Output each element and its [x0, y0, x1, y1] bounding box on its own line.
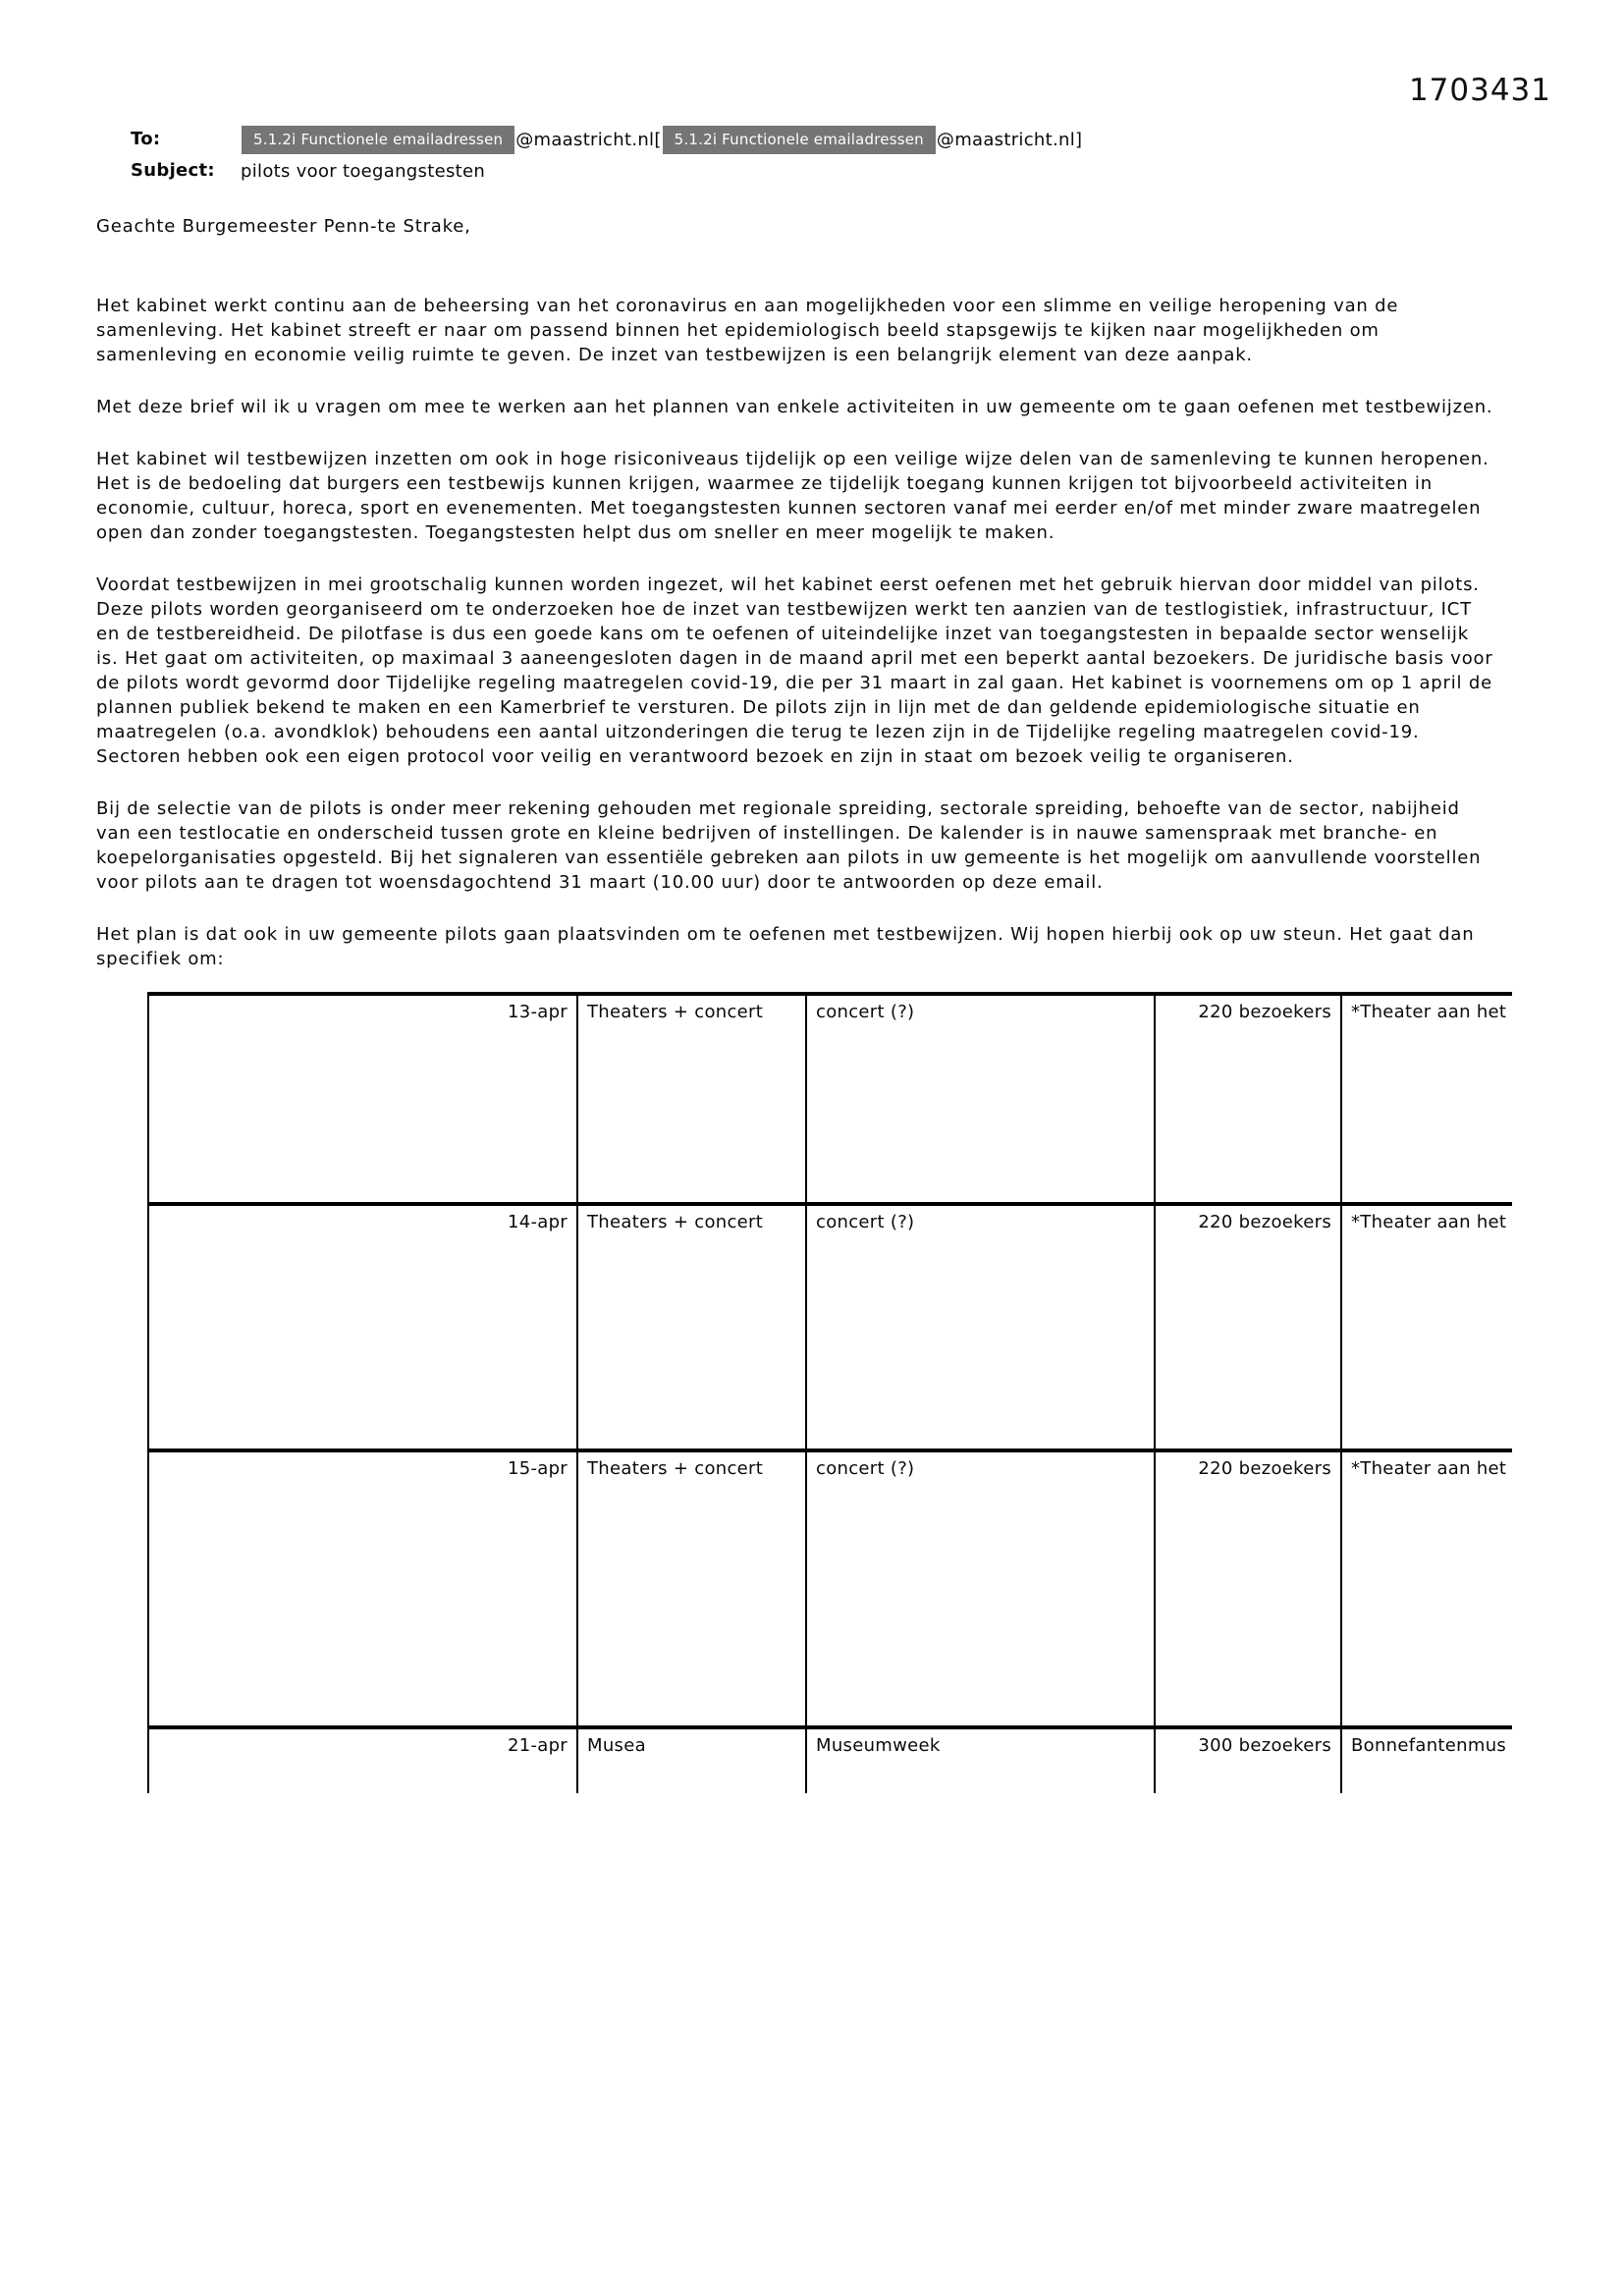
paragraph-2: Met deze brief wil ik u vragen om mee te werken aan het plannen van enkele activiteiten in uw gemeente om te gaan oefenen met testbewijzen.: [96, 397, 1493, 417]
email-header: [131, 125, 1082, 188]
letter-body: [96, 214, 1507, 1793]
redaction-box-2: 5.1.2i Functionele emailadressen: [663, 126, 936, 154]
paragraph-1: Het kabinet werkt continu aan de beheersing van het coronavirus en aan mogelijkheden voor een slimme en veilige heropening van de samenleving. Het kabinet streeft er naar om passend binnen het epidemiologisch beeld stapsgewijs te kijken naar mogelijkheden om samenleving en economie veilig ruimte te geven. De inzet van testbewijzen is een belangrijk element van deze aanpak.: [96, 296, 1399, 365]
table-row: [148, 1204, 1512, 1450]
table-cell-date: 14-apr: [148, 1204, 577, 1450]
table-cell-location: *Theater aan het: [1341, 1450, 1512, 1727]
table-row: [148, 1450, 1512, 1727]
table-cell-visitors: 220 bezoekers: [1155, 1450, 1341, 1727]
subject-label: Subject:: [131, 160, 215, 181]
table-cell-visitors: 220 bezoekers: [1155, 994, 1341, 1204]
table-cell-visitors: 220 bezoekers: [1155, 1204, 1341, 1450]
paragraph-5: Bij de selectie van de pilots is onder meer rekening gehouden met regionale spreiding, sectorale spreiding, behoefte van de sector, nabijheid van een testlocatie en onderscheid tussen grote en kleine bedrijven of instellingen. De kalender is in nauwe samenspraak met branche- en koepelorganisaties opgesteld. Bij het signaleren van essentiële gebreken aan pilots in uw gemeente is het mogelijk om aanvullende voorstellen voor pilots aan te dragen tot woensdagochtend 31 maart (10.00 uur) door te antwoorden op deze email.: [96, 798, 1482, 893]
document-number: 1703431: [1408, 73, 1551, 108]
table-cell-location: *Theater aan het: [1341, 994, 1512, 1204]
subject-value: pilots voor toegangstesten: [241, 160, 486, 182]
table-cell-event: concert (?): [806, 1450, 1155, 1727]
table-cell-sector: Theaters + concert: [577, 1204, 806, 1450]
paragraph-3: Het kabinet wil testbewijzen inzetten om ook in hoge risiconiveaus tijdelijk op een veilige wijze delen van de samenleving te kunnen heropenen. Het is de bedoeling dat burgers een testbewijs kunnen krijgen, waarmee ze tijdelijk toegang kunnen krijgen tot bijvoorbeeld activiteiten in economie, cultuur, horeca, sport en evenementen. Met toegangstesten kunnen sectoren vanaf mei eerder en/of met minder zware maatregelen open dan zonder toegangstesten. Toegangstesten helpt dus om sneller en meer mogelijk te maken.: [96, 449, 1489, 543]
table-cell-sector: Musea: [577, 1727, 806, 1793]
table-cell-date: 15-apr: [148, 1450, 577, 1727]
to-domain-1: @maastricht.nl[: [515, 129, 662, 150]
table-cell-sector: Theaters + concert: [577, 994, 806, 1204]
table-cell-event: concert (?): [806, 994, 1155, 1204]
table-cell-event: Museumweek: [806, 1727, 1155, 1793]
table-row: [148, 1727, 1512, 1793]
paragraph-6: Het plan is dat ook in uw gemeente pilots gaan plaatsvinden om te oefenen met testbewijzen. Wij hopen hierbij ook op uw steun. Het gaat dan specifiek om:: [96, 924, 1475, 969]
table-cell-date: 13-apr: [148, 994, 577, 1204]
table-cell-date: 21-apr: [148, 1727, 577, 1793]
to-value: [241, 126, 1082, 154]
to-row: [131, 125, 1082, 154]
table-cell-sector: Theaters + concert: [577, 1450, 806, 1727]
redaction-box-1: 5.1.2i Functionele emailadressen: [242, 126, 514, 154]
table-row: [148, 994, 1512, 1204]
to-domain-2: @maastricht.nl]: [936, 129, 1083, 150]
table-cell-event: concert (?): [806, 1204, 1155, 1450]
pilot-table-clip: [147, 992, 1512, 1793]
to-label: To:: [131, 129, 161, 149]
pilot-table: [147, 992, 1512, 1793]
paragraph-4: Voordat testbewijzen in mei grootschalig kunnen worden ingezet, wil het kabinet eerst oefenen met het gebruik hiervan door middel van pilots. Deze pilots worden georganiseerd om te onderzoeken hoe de inzet van testbewijzen werkt ten aanzien van de testlogistiek, infrastructuur, ICT en de testbereidheid. De pilotfase is dus een goede kans om te oefenen of uiteindelijke inzet van toegangstesten in bepaalde sector wenselijk is. Het gaat om activiteiten, op maximaal 3 aaneengesloten dagen in de maand april met een beperkt aantal bezoekers. De juridische basis voor de pilots wordt gevormd door Tijdelijke regeling maatregelen covid-19, die per 31 maart in zal gaan. Het kabinet is voornemens om op 1 april de plannen publiek bekend te maken en een Kamerbrief te versturen. De pilots zijn in lijn met de dan geldende epidemiologische situatie en maatregelen (o.a. avondklok) behoudens een aantal uitzonderingen die terug te lezen zijn in de Tijdelijke regeling maatregelen covid-19. Sectoren hebben ook een eigen protocol voor veilig en verantwoord bezoek en zijn in staat om bezoek veilig te organiseren.: [96, 574, 1493, 767]
table-cell-location: Bonnefantenmus: [1341, 1727, 1512, 1793]
greeting: Geachte Burgemeester Penn-te Strake,: [96, 216, 471, 237]
table-cell-visitors: 300 bezoekers: [1155, 1727, 1341, 1793]
subject-row: [131, 156, 1082, 186]
table-cell-location: *Theater aan het: [1341, 1204, 1512, 1450]
